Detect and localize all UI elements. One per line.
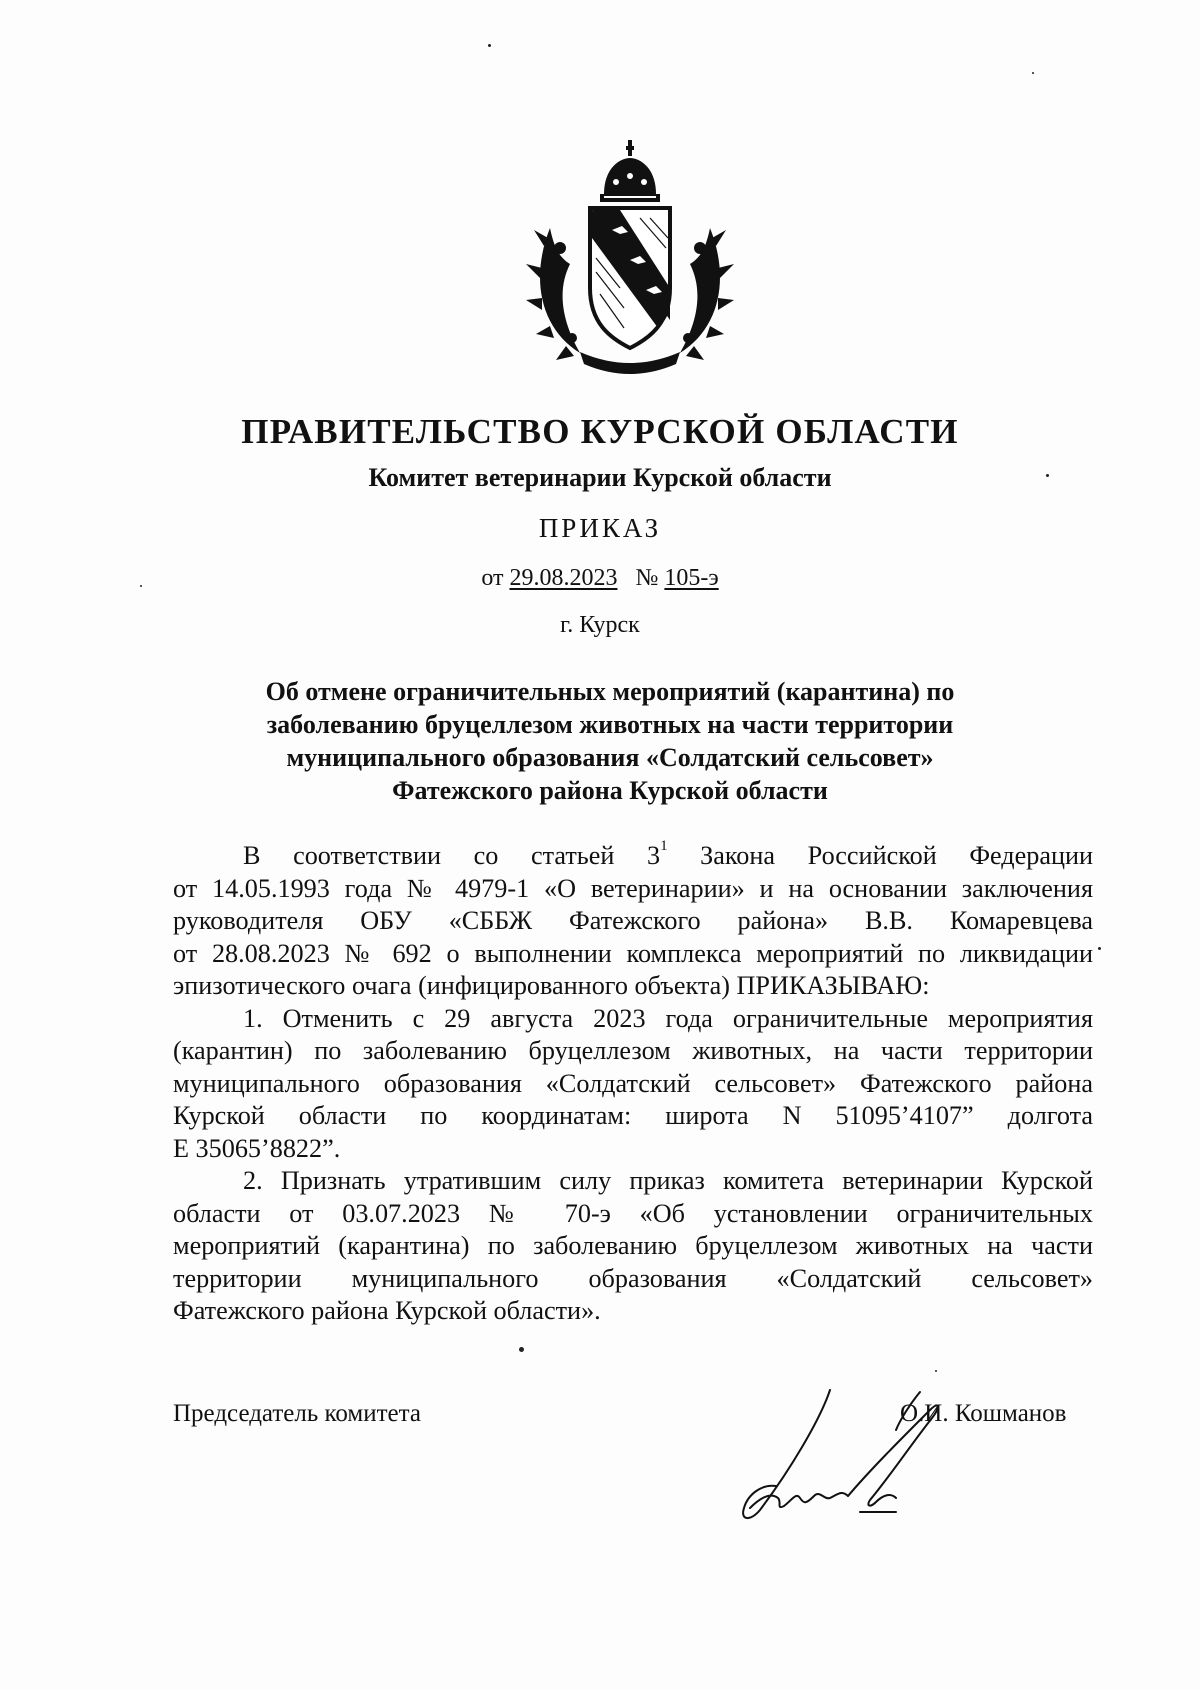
order-date: 29.08.2023	[509, 565, 618, 591]
preamble-line: эпизотического очага (инфицированного объекта) ПРИКАЗЫВАЮ:	[173, 971, 930, 1000]
subject-line: муниципального образования «Солдатский сельсовет»	[286, 743, 934, 772]
coat-of-arms-icon	[520, 138, 740, 378]
preamble-first-start: В соответствии со статьей 3	[243, 841, 661, 870]
document-type: ПРИКАЗ	[538, 513, 662, 543]
number-prefix: №	[635, 565, 659, 591]
item1-line: муниципального образования «Солдатский сельсовет» Фатежского района	[173, 1068, 1093, 1098]
scan-speck	[1098, 947, 1101, 950]
subject-line: Об отмене ограничительных мероприятий (карантина) по	[265, 677, 955, 706]
order-body	[173, 840, 1093, 1328]
preamble-first-line	[173, 840, 1093, 873]
signatory-name: О.И. Кошманов	[900, 1400, 1067, 1427]
scan-speck	[935, 1370, 937, 1372]
item1-line: E 35065’8822”.	[173, 1133, 341, 1163]
government-title: ПРАВИТЕЛЬСТВО КУРСКОЙ ОБЛАСТИ	[241, 412, 959, 451]
item1-line: Курской области по координатам: широта N 51095’4107” долгота	[173, 1101, 1093, 1130]
item1-line: (карантин) по заболеванию бруцеллезом животных, на части территории	[173, 1036, 1093, 1065]
scan-speck	[519, 1347, 524, 1352]
order-date-line	[0, 565, 1200, 592]
preamble-first-end: Закона Российской Федерации	[667, 841, 1093, 870]
item1-line: 1. Отменить с 29 августа 2023 года ограничительные мероприятия	[243, 1003, 1093, 1033]
article-superscript: 1	[660, 838, 668, 855]
item2-line: мероприятий (карантина) по заболеванию бруцеллезом животных на части	[173, 1231, 1093, 1260]
subject-line: заболеванию бруцеллезом животных на части территории	[266, 710, 954, 739]
order-subject	[210, 675, 1010, 807]
item2-line: области от 03.07.2023 № 70-э «Об установлении ограничительных	[173, 1198, 1093, 1228]
item2-line: 2. Признать утратившим силу приказ комитета ветеринарии Курской	[243, 1166, 1093, 1195]
order-number: 105-э	[664, 565, 719, 591]
date-prefix: от	[481, 565, 504, 591]
preamble-line: руководителя ОБУ «СББЖ Фатежского района» В.В. Комаревцева	[173, 906, 1093, 935]
item2-line: Фатежского района Курской области».	[173, 1296, 601, 1325]
city: г. Курск	[560, 612, 640, 638]
scan-speck	[488, 44, 491, 47]
preamble-line: от 28.08.2023 № 692 о выполнении комплекса мероприятий по ликвидации	[173, 938, 1093, 968]
handwritten-signature-icon	[720, 1380, 960, 1530]
signatory-position: Председатель комитета	[173, 1400, 421, 1427]
item2-line: территории муниципального образования «Солдатский сельсовет»	[173, 1263, 1093, 1293]
committee-name: Комитет ветеринарии Курской области	[368, 463, 832, 492]
preamble-line: от 14.05.1993 года № 4979-1 «О ветеринарии» и на основании заключения	[173, 873, 1093, 903]
scan-speck	[1032, 72, 1034, 74]
subject-line: Фатежского района Курской области	[392, 776, 828, 805]
